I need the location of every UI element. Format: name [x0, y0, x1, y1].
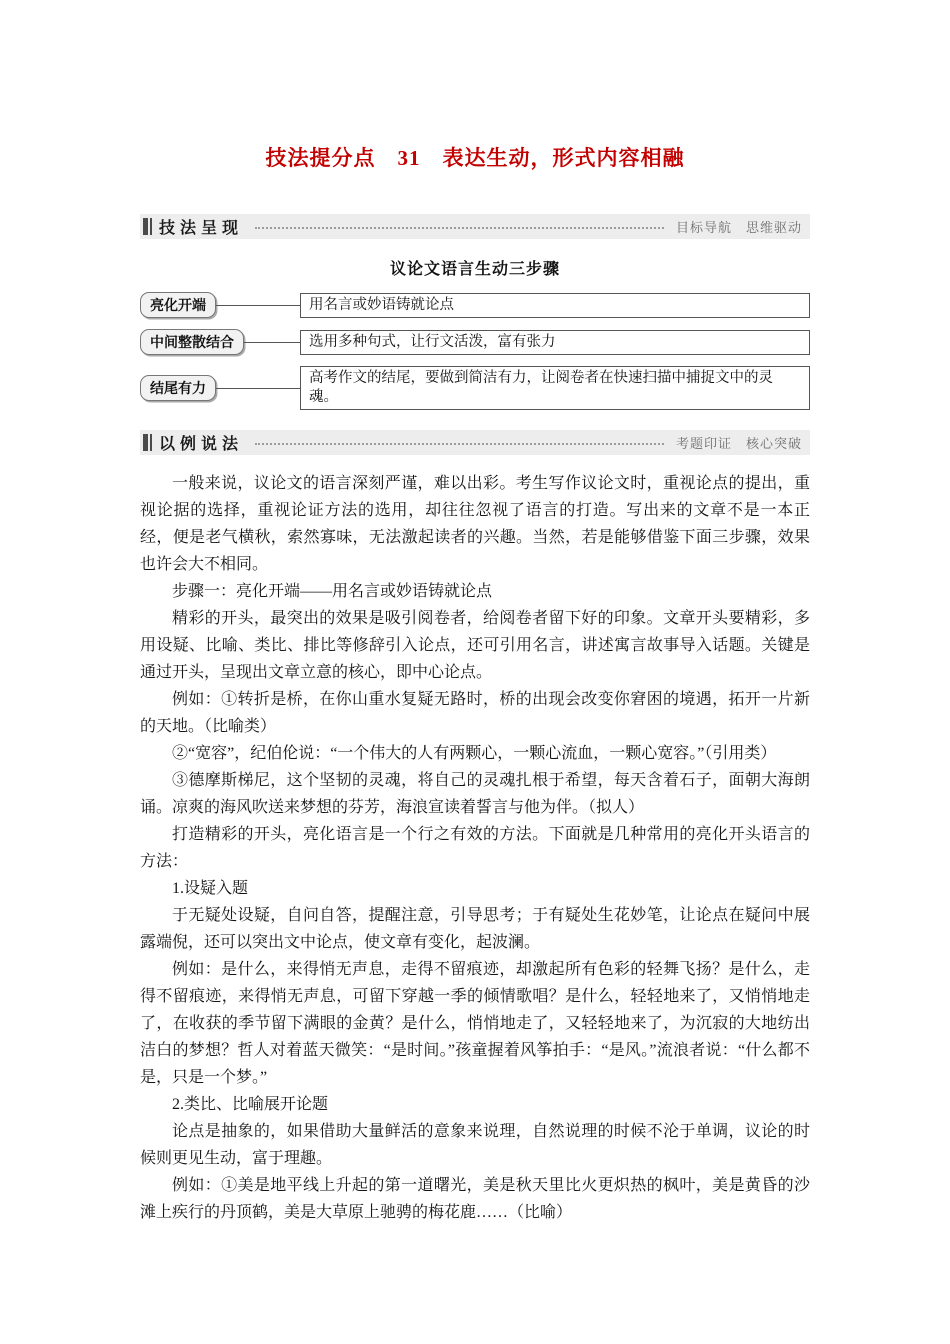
paragraph: 步骤一：亮化开端——用名言或妙语铸就论点: [172, 583, 493, 600]
diagram-row: [140, 292, 810, 318]
body-text: [140, 470, 810, 1226]
dotted-divider: [255, 443, 664, 445]
diagram-title: 议论文语言生动三步骤: [389, 261, 560, 278]
section-tags: 考题印证 核心突破: [675, 436, 802, 451]
section-tags: 目标导航 思维驱动: [675, 220, 802, 235]
paragraph: 一般来说，议论文的语言深刻严谨，难以出彩。考生写作议论文时，重视论点的提出，重视论据的选择，重视论证方法的选用，却往往忽视了语言的打造。写出来的文章不是一本正经，便是老气横秋，索然寡味，无法激起读者的兴趣。当然，若是能够借鉴下面三步骤，效果也许会大不相同。: [140, 475, 810, 573]
paragraph: ②“宽容”，纪伯伦说：“一个伟大的人有两颗心，一颗心流血，一颗心宽容。”（引用类）: [172, 745, 777, 762]
dotted-divider: [255, 227, 664, 229]
step-label: 结尾有力: [140, 375, 216, 401]
connector-line: [244, 342, 300, 343]
step-label: 中间整散结合: [140, 329, 244, 355]
paragraph: 于无疑处设疑，自问自答，提醒注意，引导思考；于有疑处生花妙笔，让论点在疑问中展露端倪，还可以突出文中论点，使文章有变化，起波澜。: [140, 907, 810, 951]
page-title: 技法提分点 31 表达生动，形式内容相融: [265, 146, 685, 170]
section-title: 以例说法: [159, 436, 244, 453]
step-description: 高考作文的结尾，要做到简洁有力，让阅卷者在快速扫描中捕捉文中的灵魂。: [300, 366, 810, 410]
section-title: 技法呈现: [159, 220, 244, 237]
paragraph: 精彩的开头，最突出的效果是吸引阅卷者，给阅卷者留下好的印象。文章开头要精彩，多用设疑、比喻、类比、排比等修辞引入论点，还可引用名言，讲述寓言故事导入话题。关键是通过开头，呈现出文章立意的核心，即中心论点。: [140, 610, 810, 681]
section-marker-icon: [143, 218, 152, 235]
step-description: 用名言或妙语铸就论点: [300, 293, 810, 318]
section-marker-icon: [143, 434, 152, 451]
connector-line: [216, 305, 300, 306]
connector-line: [216, 388, 300, 389]
diagram-left-cell: [140, 292, 300, 318]
paragraph: 2.类比、比喻展开论题: [172, 1096, 329, 1113]
paragraph: 1.设疑入题: [172, 880, 249, 897]
paragraph: 例如：①美是地平线上升起的第一道曙光，美是秋天里比火更炽热的枫叶，美是黄昏的沙滩上疾行的丹顶鹤，美是大草原上驰骋的梅花鹿……（比喻）: [140, 1177, 810, 1221]
step-description: 选用多种句式，让行文活泼，富有张力: [300, 330, 810, 355]
three-steps-diagram: [140, 256, 810, 410]
diagram-left-cell: [140, 329, 300, 355]
paragraph: 打造精彩的开头，亮化语言是一个行之有效的方法。下面就是几种常用的亮化开头语言的方法：: [140, 826, 810, 870]
diagram-row: [140, 329, 810, 355]
paragraph: 例如：是什么，来得悄无声息，走得不留痕迹，却激起所有色彩的轻舞飞扬？是什么，走得不留痕迹，来得悄无声息，可留下穿越一季的倾情歌唱？是什么，轻轻地来了，又悄悄地走了，在收获的季节留下满眼的金黄？是什么，悄悄地走了，又轻轻地来了，为沉寂的大地纺出洁白的梦想？哲人对着蓝天微笑：“是时间。”孩童握着风筝拍手：“是风。”流浪者说：“什么都不是，只是一个梦。”: [140, 961, 810, 1086]
section-header-example: [140, 430, 810, 455]
paragraph: 例如：①转折是桥，在你山重水复疑无路时，桥的出现会改变你窘困的境遇，拓开一片新的天地。（比喻类）: [140, 691, 810, 735]
diagram-row: [140, 366, 810, 410]
paragraph: 论点是抽象的，如果借助大量鲜活的意象来说理，自然说理的时候不沦于单调，议论的时候则更见生动，富于理趣。: [140, 1123, 810, 1167]
section-header-method: [140, 214, 810, 239]
step-label: 亮化开端: [140, 292, 216, 318]
diagram-left-cell: [140, 375, 300, 401]
paragraph: ③德摩斯梯尼，这个坚韧的灵魂，将自己的灵魂扎根于希望，每天含着石子，面朝大海朗诵。凉爽的海风吹送来梦想的芬芳，海浪宣读着誓言与他为伴。（拟人）: [140, 772, 810, 816]
